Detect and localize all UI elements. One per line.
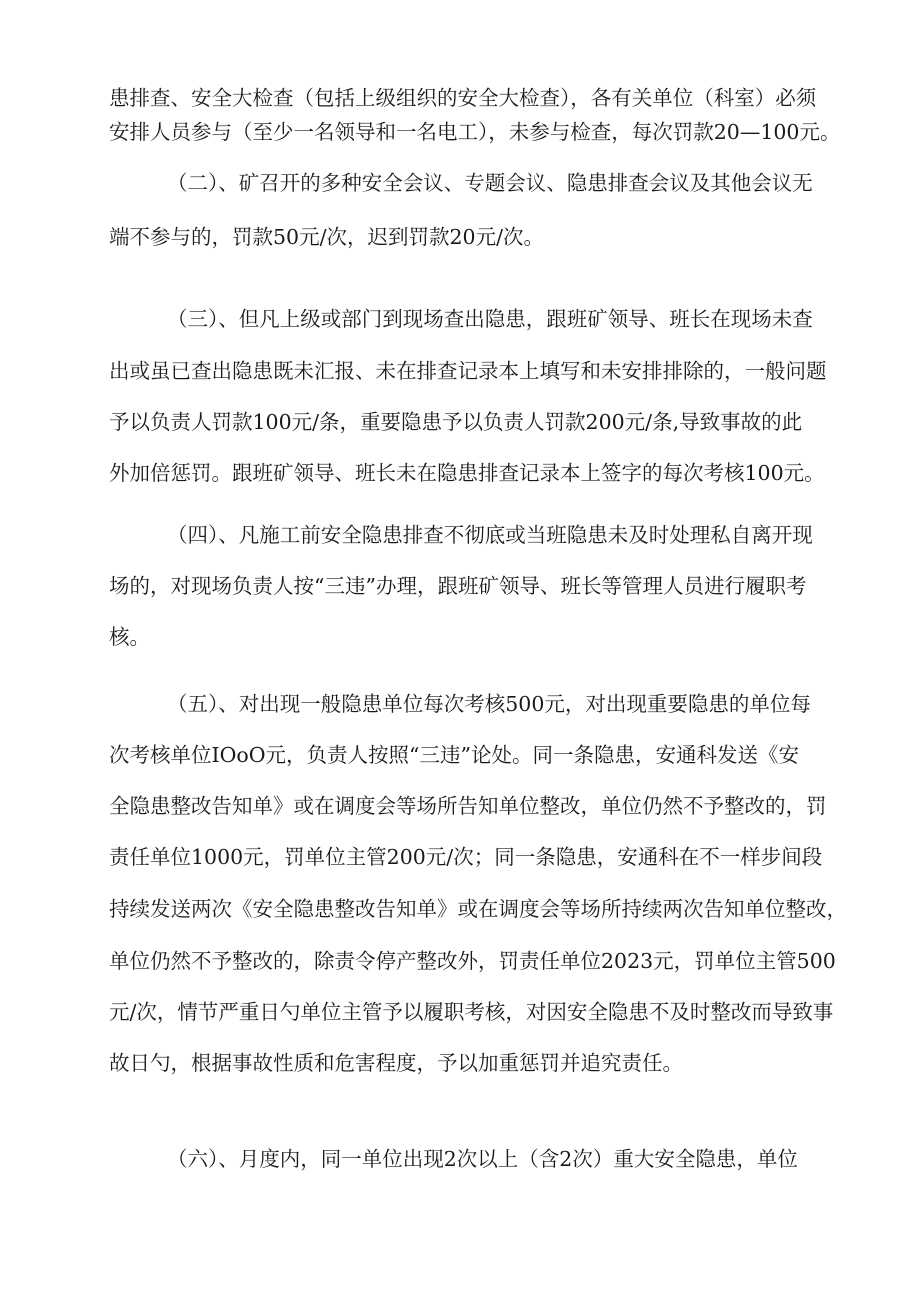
text-line-8: 外加倍惩罚。跟班矿领导、班长未在隐患排查记录本上签字的每次考核100元。	[109, 461, 825, 485]
text-line-13: 次考核单位IOoO元，负责人按照“三违”论处。同一条隐患，安通科发送《安	[109, 743, 800, 767]
text-line-14: 全隐患整改告知单》或在调度会等场所告知单位整改，单位仍然不予整改的，罚	[109, 794, 827, 818]
section-2-heading-line: （二）、矿召开的多种安全会议、专题会议、隐患排查会议及其他会议无	[167, 171, 813, 195]
section-3-heading-line: （三）、但凡上级或部门到现场查出隐患，跟班矿领导、班长在现场未查	[167, 307, 813, 331]
text-line-10: 场的，对现场负责人按“三违”办理，跟班矿领导、班长等管理人员进行履职考	[109, 574, 807, 598]
text-line-15: 责任单位1000元，罚单位主管200元/次；同一条隐患，安通科在不一样步间段	[109, 845, 823, 869]
section-5-heading-line: （五）、对出现一般隐患单位每次考核500元，对出现重要隐患的单位每	[167, 692, 811, 716]
text-line-11: 核。	[109, 625, 150, 649]
text-line-1: 患排查、安全大检查（包括上级组织的安全大检查），各有关单位（科室）必须	[109, 86, 817, 110]
text-line-18: 元/次，情节严重日勺单位主管予以履职考核，对因安全隐患不及时整改而导致事	[109, 1000, 834, 1024]
text-line-4: 端不参与的，罚款50元/次，迟到罚款20元/次。	[109, 225, 544, 249]
text-line-2: 安排人员参与（至少一名领导和一名电工），未参与检查，每次罚款20—100元。	[109, 120, 841, 144]
section-4-heading-line: （四）、凡施工前安全隐患排查不彻底或当班隐患未及时处理私自离开现	[167, 523, 813, 547]
text-line-17: 单位仍然不予整改的，除责令停产整改外，罚责任单位2023元，罚单位主管500	[109, 949, 836, 973]
text-line-16: 持续发送两次《安全隐患整改告知单》或在调度会等场所持续两次告知单位整改，	[109, 897, 847, 921]
text-line-7: 予以负责人罚款100元/条，重要隐患予以负责人罚款200元/条,导致事故的此	[109, 410, 803, 434]
text-line-19: 故日勺，根据事故性质和危害程度，予以加重惩罚并追究责任。	[109, 1051, 683, 1075]
section-6-heading-line: （六）、月度内，同一单位出现2次以上（含2次）重大安全隐患，单位	[167, 1147, 798, 1171]
text-line-6: 出或虽已查出隐患既未汇报、未在排查记录本上填写和未安排排除的，一般问题	[109, 359, 827, 383]
